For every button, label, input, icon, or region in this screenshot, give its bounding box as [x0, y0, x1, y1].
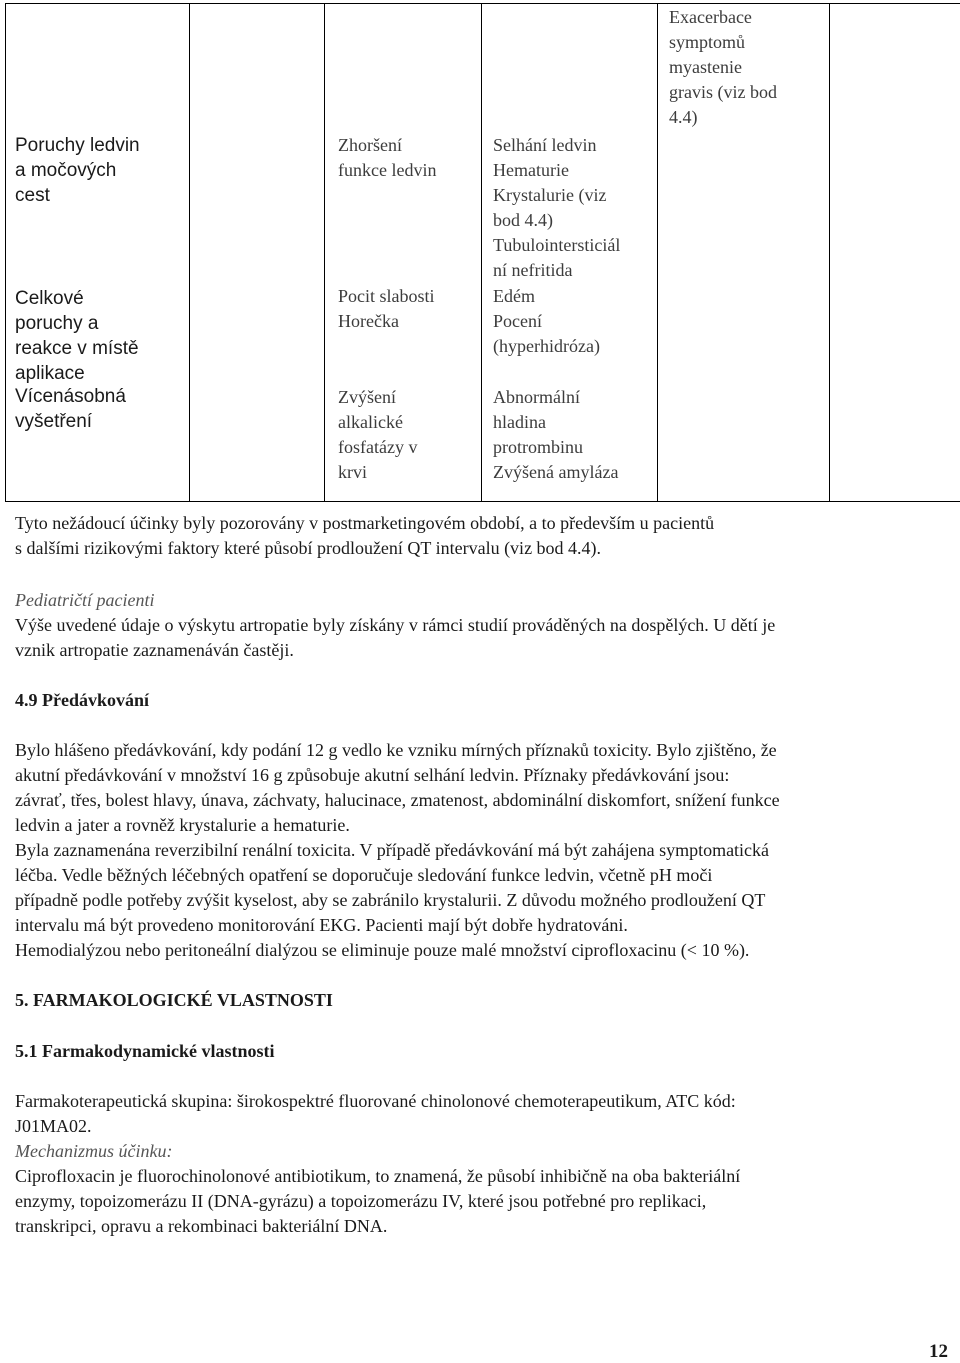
adverse-effects-table	[5, 3, 960, 502]
mechanism-paragraph: Ciprofloxacin je fluorochinolonové antibiotikum, to znamená, že působí inhibičně na oba bakteriální enzymy, topoizomerázu II (DNA-gyrázu) a topoizomerázu IV, které jsou potřebné pro replikaci, transkripci, opravu a rekombinaci bakteriální DNA.	[15, 1164, 950, 1239]
rare-general: Edém Pocení (hyperhidróza)	[493, 284, 600, 359]
section-5-1-heading: 5.1 Farmakodynamické vlastnosti	[15, 1039, 950, 1064]
rare-renal: Selhání ledvin Hematurie Krystalurie (viz bod 4.4) Tubulointersticiál ní nefritida	[493, 133, 620, 283]
overdose-paragraph: Bylo hlášeno předávkování, kdy podání 12 g vedlo ke vzniku mírných příznaků toxicity. Bylo zjištěno, že akutní předávkování v množství 16 g způsobuje akutní selhání ledvin. Příznaky předávkování jsou: závrať, třes, bolest hlavy, únava, záchvaty, halucinace, zmatenost, abdominální diskomfort, snížení funkce ledvin a jater a rovněž krystalurie a hematurie. Byla zaznamenána reverzibilní renální toxicita. V případě předávkování má být zahájena symptomatická léčba. Vedle běžných léčebných opatření se doporučuje sledování funkce ledvin, včetně pH moči případně podle potřeby zvýšit kyselost, aby se zabránilo krystalurii. Z důvodu možného prodloužení QT intervalu má být provedeno monitorování EKG. Pacienti mají být dobře hydratováni. Hemodialýzou nebo peritoneální dialýzou se eliminuje pouze malé množství ciprofloxacinu (< 10 %).	[15, 738, 950, 963]
uncommon-renal: Zhoršení funkce ledvin	[338, 133, 436, 183]
postmarketing-paragraph: Tyto nežádoucí účinky byly pozorovány v postmarketingovém období, a to především u pacientů s dalšími rizikovými faktory které působí prodloužení QT intervalu (viz bod 4.4).	[15, 511, 950, 561]
organ-class-general: Celkové poruchy a reakce v místě aplikace	[15, 286, 139, 386]
organ-class-renal: Poruchy ledvin a močových cest	[15, 133, 140, 208]
mechanism-heading: Mechanizmus účinku:	[15, 1139, 950, 1164]
table-col-uncommon	[325, 4, 482, 502]
section-4-9-heading: 4.9 Předávkování	[15, 688, 950, 713]
uncommon-investigations: Zvýšení alkalické fosfatázy v krvi	[338, 385, 417, 485]
uncommon-general: Pocit slabosti Horečka	[338, 284, 435, 334]
pharmacotherapeutic-group: Farmakoterapeutická skupina: širokospektré fluorované chinolonové chemoterapeutikum, ATC kód: J01MA02.	[15, 1089, 950, 1139]
table-col-organ-class	[6, 4, 190, 502]
very-rare-myasthenia: Exacerbace symptomů myastenie gravis (viz bod 4.4)	[669, 5, 777, 130]
page-number: 12	[929, 1341, 948, 1363]
organ-class-investigations: Vícenásobná vyšetření	[15, 384, 126, 434]
table-col-very-common	[190, 4, 325, 502]
table-col-unknown	[830, 4, 960, 502]
table-col-rare	[482, 4, 658, 502]
pediatric-paragraph: Výše uvedené údaje o výskytu artropatie byly získány v rámci studií prováděných na dospělých. U dětí je vznik artropatie zaznamenáván častěji.	[15, 613, 950, 663]
table-col-very-rare	[658, 4, 830, 502]
section-5-heading: 5. FARMAKOLOGICKÉ VLASTNOSTI	[15, 988, 950, 1013]
pediatric-heading: Pediatričtí pacienti	[15, 588, 950, 613]
rare-investigations: Abnormální hladina protrombinu Zvýšená amyláza	[493, 385, 618, 485]
